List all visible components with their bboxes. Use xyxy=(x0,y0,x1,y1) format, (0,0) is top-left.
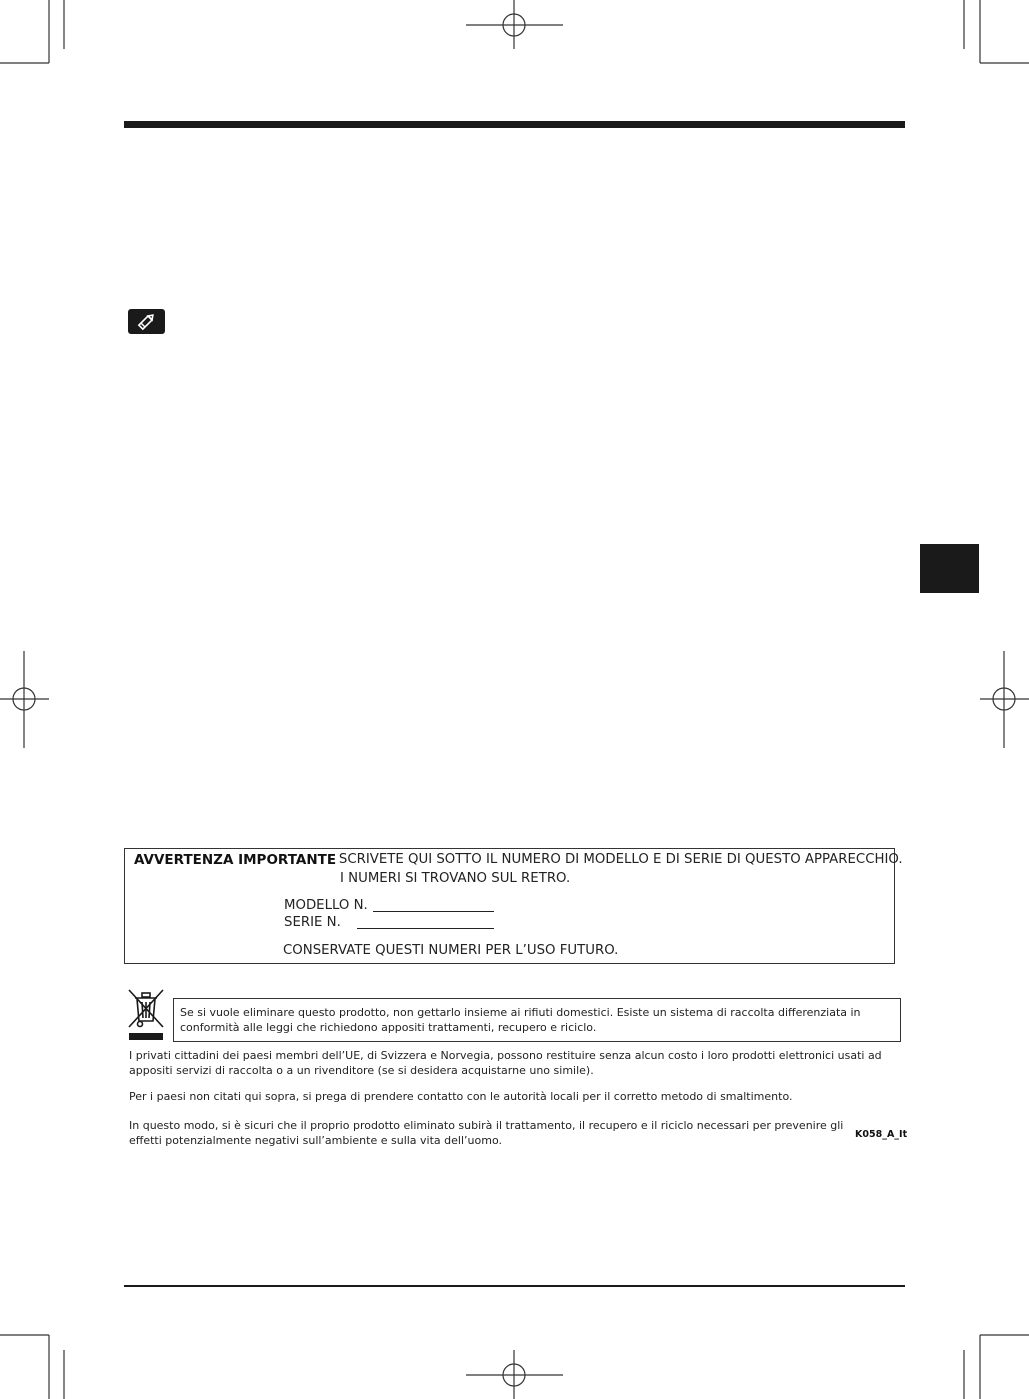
disposal-paragraph-environment: In questo modo, si è sicuri che il proprio prodotto eliminato subirà il trattamento, il recupero e il riciclo necessari per prevenire gli effetti potenzialmente negativi sull’ambiente e sulla vita dell’uomo. xyxy=(129,1119,844,1147)
crossed-out-wheelie-bin-icon xyxy=(126,987,166,1043)
warning-line-1: – SCRIVETE QUI SOTTO IL NUMERO DI MODELLO E DI SERIE DI QUESTO APPARECCHIO. xyxy=(328,852,903,867)
serial-number-blank xyxy=(357,928,494,929)
section-tab-marker xyxy=(920,544,979,593)
serial-number-label: SERIE N. xyxy=(284,915,341,930)
keep-numbers-notice: CONSERVATE QUESTI NUMERI PER L’USO FUTURO. xyxy=(283,943,619,958)
warning-line-2: I NUMERI SI TROVANO SUL RETRO. xyxy=(340,871,571,886)
pencil-icon xyxy=(128,309,165,334)
model-number-blank xyxy=(373,911,494,912)
document-code: K058_A_It xyxy=(855,1129,908,1140)
disposal-notice-text: Se si vuole eliminare questo prodotto, non gettarlo insieme ai rifiuti domestici. Esiste un sistema di raccolta differenziata in conformità alle leggi che richiedono appositi trattamenti, recupero e riciclo. xyxy=(180,1006,861,1034)
disposal-paragraph-eu: I privati cittadini dei paesi membri dell’UE, di Svizzera e Norvegia, possono restituire senza alcun costo i loro prodotti elettronici usati ad appositi servizi di raccolta o a un rivenditore (se si desidera acquistarne uno simile). xyxy=(129,1049,882,1077)
model-number-label: MODELLO N. xyxy=(284,898,368,913)
top-rule xyxy=(124,121,905,128)
bottom-rule xyxy=(124,1285,905,1287)
disposal-paragraph-other-countries: Per i paesi non citati qui sopra, si prega di prendere contatto con le autorità locali per il corretto metodo di smaltimento. xyxy=(129,1090,793,1103)
warning-title: AVVERTENZA IMPORTANTE xyxy=(134,852,337,868)
